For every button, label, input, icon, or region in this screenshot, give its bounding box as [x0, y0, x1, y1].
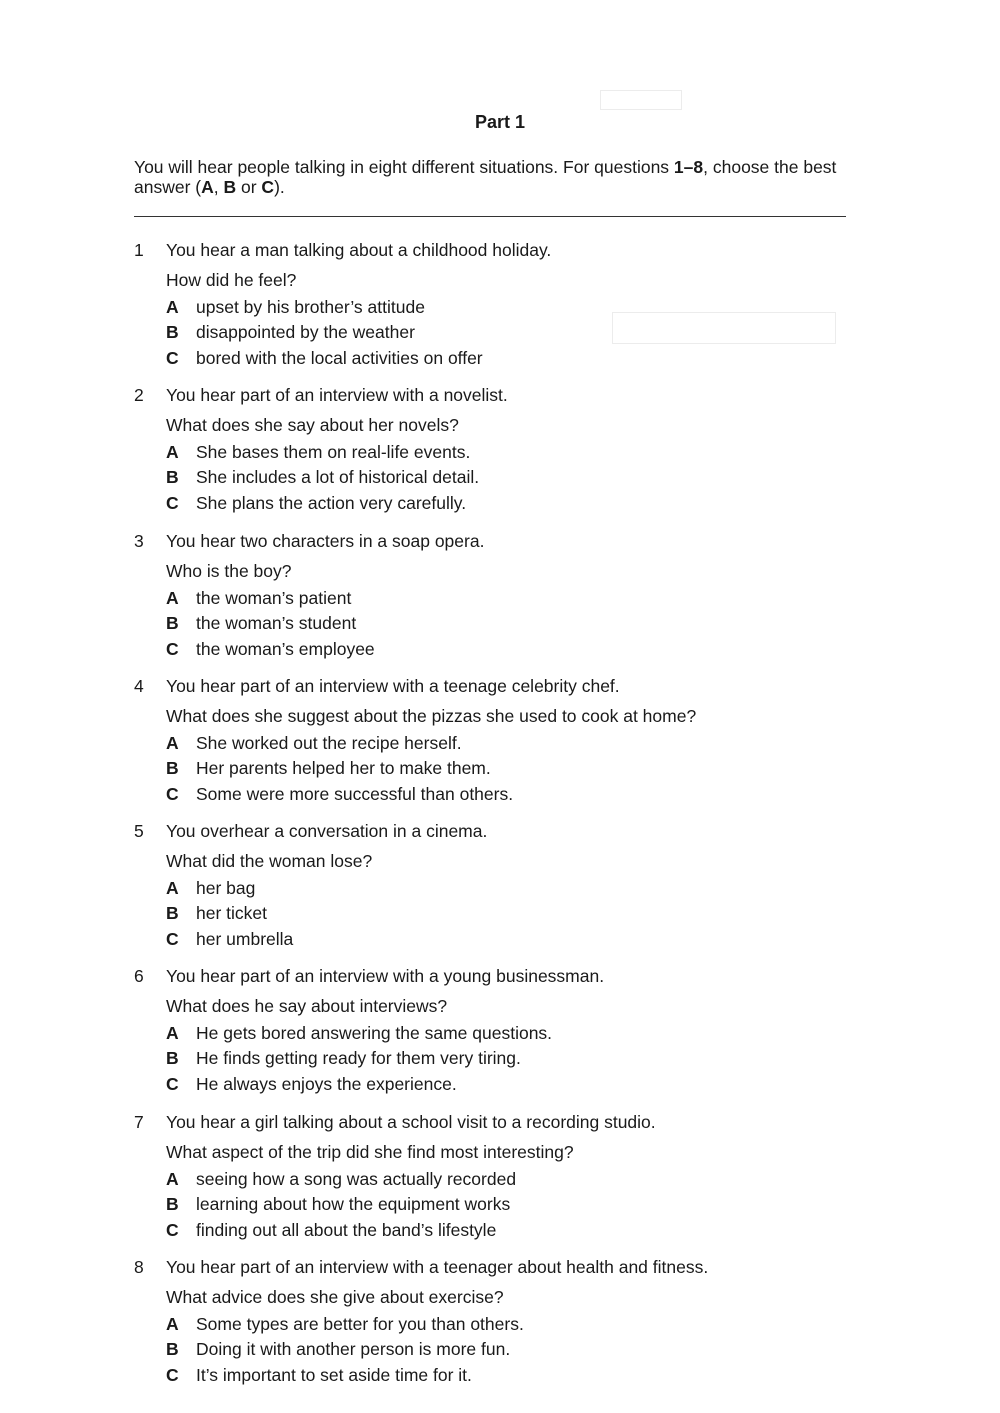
option-b[interactable]	[166, 758, 491, 779]
option-letter: B	[166, 322, 179, 342]
option-letter: C	[166, 639, 179, 659]
option-text: the woman’s employee	[196, 639, 375, 659]
question-prompt: How did he feel?	[166, 270, 297, 290]
option-a[interactable]	[166, 1023, 552, 1044]
instructions-end: ).	[274, 177, 285, 197]
option-letter: A	[166, 297, 179, 317]
question-prompt: What did the woman lose?	[166, 851, 373, 871]
question-number: 8	[134, 1257, 144, 1277]
option-letter: B	[166, 467, 179, 487]
option-b[interactable]	[166, 322, 415, 343]
question-prompt: Who is the boy?	[166, 561, 292, 581]
option-text: He finds getting ready for them very tiring.	[196, 1048, 521, 1068]
question-number: 7	[134, 1112, 144, 1132]
option-b[interactable]	[166, 903, 267, 924]
option-a[interactable]	[166, 442, 470, 463]
option-text: the woman’s student	[196, 613, 357, 633]
question-number: 3	[134, 531, 144, 551]
answer-letter-c: C	[261, 177, 275, 197]
option-text: seeing how a song was actually recorded	[196, 1169, 517, 1189]
question-stem: You hear a man talking about a childhood holiday.	[166, 240, 552, 260]
question-stem: You overhear a conversation in a cinema.	[166, 821, 488, 841]
question-stem: You hear part of an interview with a teenager about health and fitness.	[166, 1257, 709, 1277]
question-number: 5	[134, 821, 144, 841]
option-text: upset by his brother’s attitude	[196, 297, 425, 317]
question-prompt: What does she suggest about the pizzas she used to cook at home?	[166, 706, 697, 726]
option-a[interactable]	[166, 297, 425, 318]
option-b[interactable]	[166, 1194, 510, 1215]
option-letter: C	[166, 493, 179, 513]
show-through-box	[600, 90, 682, 110]
question-number: 6	[134, 966, 144, 986]
option-a[interactable]	[166, 1169, 516, 1190]
option-c[interactable]	[166, 929, 293, 950]
option-text: Her parents helped her to make them.	[196, 758, 491, 778]
option-letter: A	[166, 878, 179, 898]
option-text: Some were more successful than others.	[196, 784, 514, 804]
option-a[interactable]	[166, 588, 351, 609]
option-letter: B	[166, 1194, 179, 1214]
instructions-text-2: , choose the best answer (	[134, 157, 837, 197]
option-text: disappointed by the weather	[196, 322, 415, 342]
option-text: her umbrella	[196, 929, 294, 949]
option-text: Some types are better for you than others.	[196, 1314, 524, 1334]
option-letter: C	[166, 1074, 179, 1094]
answer-letter-b: B	[223, 177, 237, 197]
option-c[interactable]	[166, 1074, 457, 1095]
instructions	[134, 157, 854, 197]
option-c[interactable]	[166, 348, 483, 369]
option-b[interactable]	[166, 467, 479, 488]
option-letter: B	[166, 758, 179, 778]
option-letter: B	[166, 1339, 179, 1359]
option-letter: A	[166, 733, 179, 753]
option-letter: A	[166, 1169, 179, 1189]
option-a[interactable]	[166, 1314, 524, 1335]
option-a[interactable]	[166, 733, 462, 754]
question-range: 1–8	[673, 157, 704, 177]
question-number: 2	[134, 385, 144, 405]
question-stem: You hear two characters in a soap opera.	[166, 531, 485, 551]
option-text: her bag	[196, 878, 256, 898]
answer-letter-a: A	[201, 177, 214, 197]
instructions-sep: ,	[213, 177, 224, 197]
option-text: finding out all about the band’s lifestyle	[196, 1220, 497, 1240]
option-text: He gets bored answering the same questions.	[196, 1023, 553, 1043]
option-letter: A	[166, 588, 179, 608]
question-stem: You hear a girl talking about a school visit to a recording studio.	[166, 1112, 656, 1132]
question-stem: You hear part of an interview with a novelist.	[166, 385, 508, 405]
question-number: 1	[134, 240, 144, 260]
option-a[interactable]	[166, 878, 255, 899]
question-prompt: What does she say about her novels?	[166, 415, 459, 435]
option-letter: A	[166, 442, 179, 462]
question-stem: You hear part of an interview with a young businessman.	[166, 966, 605, 986]
question-prompt: What advice does she give about exercise?	[166, 1287, 504, 1307]
option-b[interactable]	[166, 613, 356, 634]
option-b[interactable]	[166, 1339, 510, 1360]
option-text: She includes a lot of historical detail.	[196, 467, 480, 487]
option-b[interactable]	[166, 1048, 521, 1069]
option-letter: B	[166, 613, 179, 633]
option-letter: C	[166, 784, 179, 804]
option-letter: C	[166, 1220, 179, 1240]
option-letter: C	[166, 929, 179, 949]
option-letter: A	[166, 1023, 179, 1043]
option-text: She bases them on real-life events.	[196, 442, 471, 462]
part-title: Part 1	[474, 112, 526, 132]
option-text: her ticket	[196, 903, 267, 923]
option-letter: C	[166, 1365, 179, 1385]
question-stem: You hear part of an interview with a teenage celebrity chef.	[166, 676, 620, 696]
divider-rule	[134, 216, 846, 217]
show-through-grid	[612, 312, 836, 344]
option-c[interactable]	[166, 639, 375, 660]
option-text: the woman’s patient	[196, 588, 352, 608]
option-c[interactable]	[166, 784, 513, 805]
option-text: She worked out the recipe herself.	[196, 733, 462, 753]
option-text: Doing it with another person is more fun.	[196, 1339, 511, 1359]
option-text: He always enjoys the experience.	[196, 1074, 457, 1094]
option-text: It’s important to set aside time for it.	[196, 1365, 472, 1385]
question-prompt: What does he say about interviews?	[166, 996, 448, 1016]
option-c[interactable]	[166, 1220, 496, 1241]
option-letter: C	[166, 348, 179, 368]
question-prompt: What aspect of the trip did she find most interesting?	[166, 1142, 574, 1162]
option-letter: B	[166, 903, 179, 923]
option-c[interactable]	[166, 493, 466, 514]
instructions-text: You will hear people talking in eight different situations. For questions	[134, 157, 674, 177]
option-text: bored with the local activities on offer	[196, 348, 483, 368]
question-number: 4	[134, 676, 144, 696]
option-letter: A	[166, 1314, 179, 1334]
option-c[interactable]	[166, 1365, 472, 1386]
instructions-sep: or	[236, 177, 262, 197]
option-text: learning about how the equipment works	[196, 1194, 511, 1214]
option-text: She plans the action very carefully.	[196, 493, 467, 513]
option-letter: B	[166, 1048, 179, 1068]
